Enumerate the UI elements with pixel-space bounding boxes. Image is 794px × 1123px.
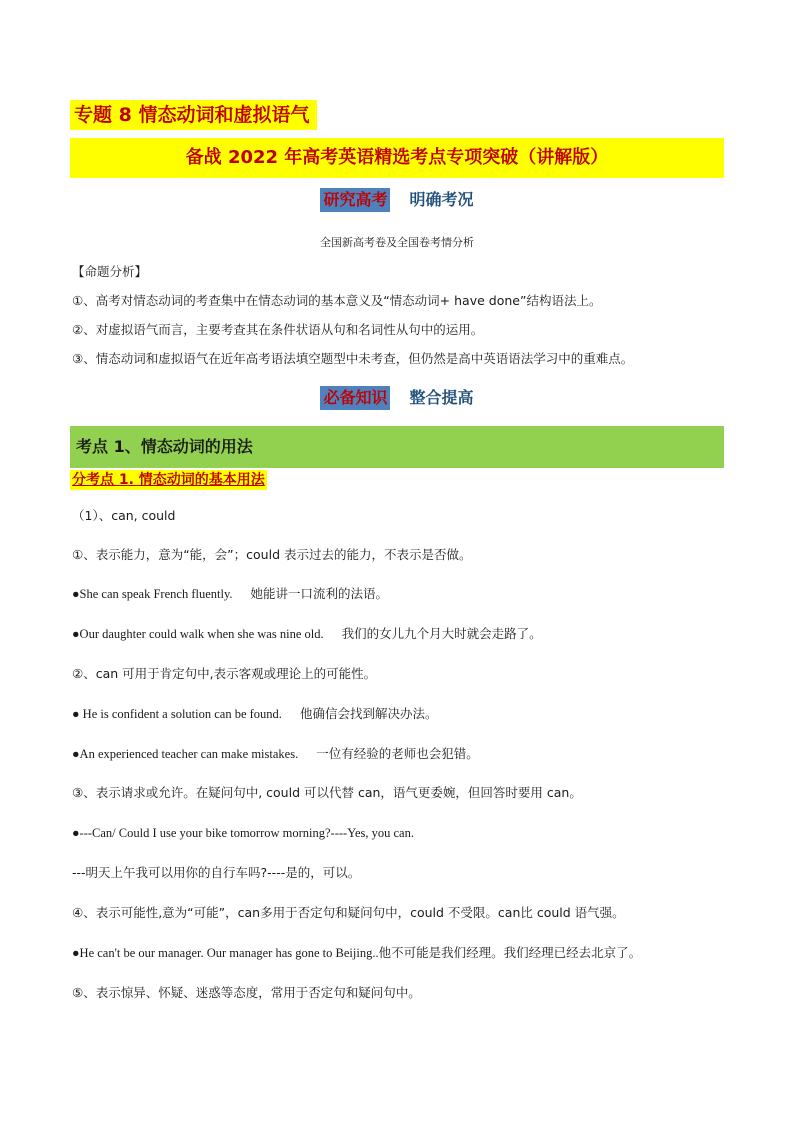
analysis-point-3: ③、情态动词和虚拟语气在近年高考语法填空题型中未考查，但仍然是高中英语语法学习中的重难点。 (72, 351, 634, 366)
example-en: ● He is confident a solution can be found. (72, 707, 282, 721)
example-en: ●He can't be our manager. Our manager has gone to Beijing.. (72, 946, 379, 960)
rule-5: ⑤、表示惊异、怀疑、迷惑等态度，常用于否定句和疑问句中。 (72, 985, 421, 1000)
example-4 (72, 745, 479, 763)
example-zh: 他不可能是我们经理。我们经理已经去北京了。 (378, 945, 642, 960)
example-6 (72, 944, 641, 962)
example-2 (72, 625, 542, 643)
section-highlight: 研究高考 (320, 188, 390, 212)
section-subtitle: 明确考况 (409, 190, 474, 209)
example-1 (72, 585, 388, 603)
kaodian-bar (70, 426, 724, 468)
analysis-point-1: ①、高考对情态动词的考查集中在情态动词的基本意义及“情态动词+ have done”结构语法上。 (72, 293, 602, 308)
example-3 (72, 705, 437, 723)
example-5-zh: ---明天上午我可以用你的自行车吗?----是的，可以。 (72, 865, 361, 880)
example-5-en: ●---Can/ Could I use your bike tomorrow morning?----Yes, you can. (72, 826, 414, 840)
example-zh: 他确信会找到解决办法。 (299, 706, 438, 721)
rule-3: ③、表示请求或允许。在疑问句中, could 可以代替 can，语气更委婉，但回答时要用 can。 (72, 785, 582, 800)
topic-title: 专题 8 情态动词和虚拟语气 (70, 100, 317, 130)
section-highlight: 必备知识 (320, 386, 390, 410)
example-zh: 一位有经验的老师也会犯错。 (316, 746, 479, 761)
example-en: ●Our daughter could walk when she was nine old. (72, 627, 324, 641)
item-heading: （1）、can, could (72, 508, 176, 523)
subpoint-title: 分考点 1. 情态动词的基本用法 (72, 472, 265, 488)
exam-caption: 全国新高考卷及全国卷考情分析 (320, 236, 474, 249)
example-en: ●She can speak French fluently. (72, 587, 233, 601)
rule-2: ②、can 可用于肯定句中,表示客观或理论上的可能性。 (72, 666, 377, 681)
banner-title: 备战 2022 年高考英语精选考点专项突破（讲解版） (70, 138, 724, 178)
rule-4: ④、表示可能性,意为“可能”，can多用于否定句和疑问句中，could 不受限。can比 could 语气强。 (72, 905, 625, 920)
section-subtitle: 整合提高 (409, 388, 474, 407)
section-heading-knowledge (0, 386, 794, 412)
example-zh: 她能讲一口流利的法语。 (250, 586, 389, 601)
kaodian-title: 考点 1、情态动词的用法 (76, 437, 253, 456)
example-en: ●An experienced teacher can make mistakes. (72, 747, 299, 761)
analysis-label: 【命题分析】 (72, 264, 148, 279)
rule-1: ①、表示能力，意为“能，会”；could 表示过去的能力，不表示是否做。 (72, 547, 472, 562)
example-zh: 我们的女儿九个月大时就会走路了。 (341, 626, 542, 641)
analysis-point-2: ②、对虚拟语气而言，主要考查其在条件状语从句和名词性从句中的运用。 (72, 322, 484, 337)
section-heading-research (0, 188, 794, 214)
